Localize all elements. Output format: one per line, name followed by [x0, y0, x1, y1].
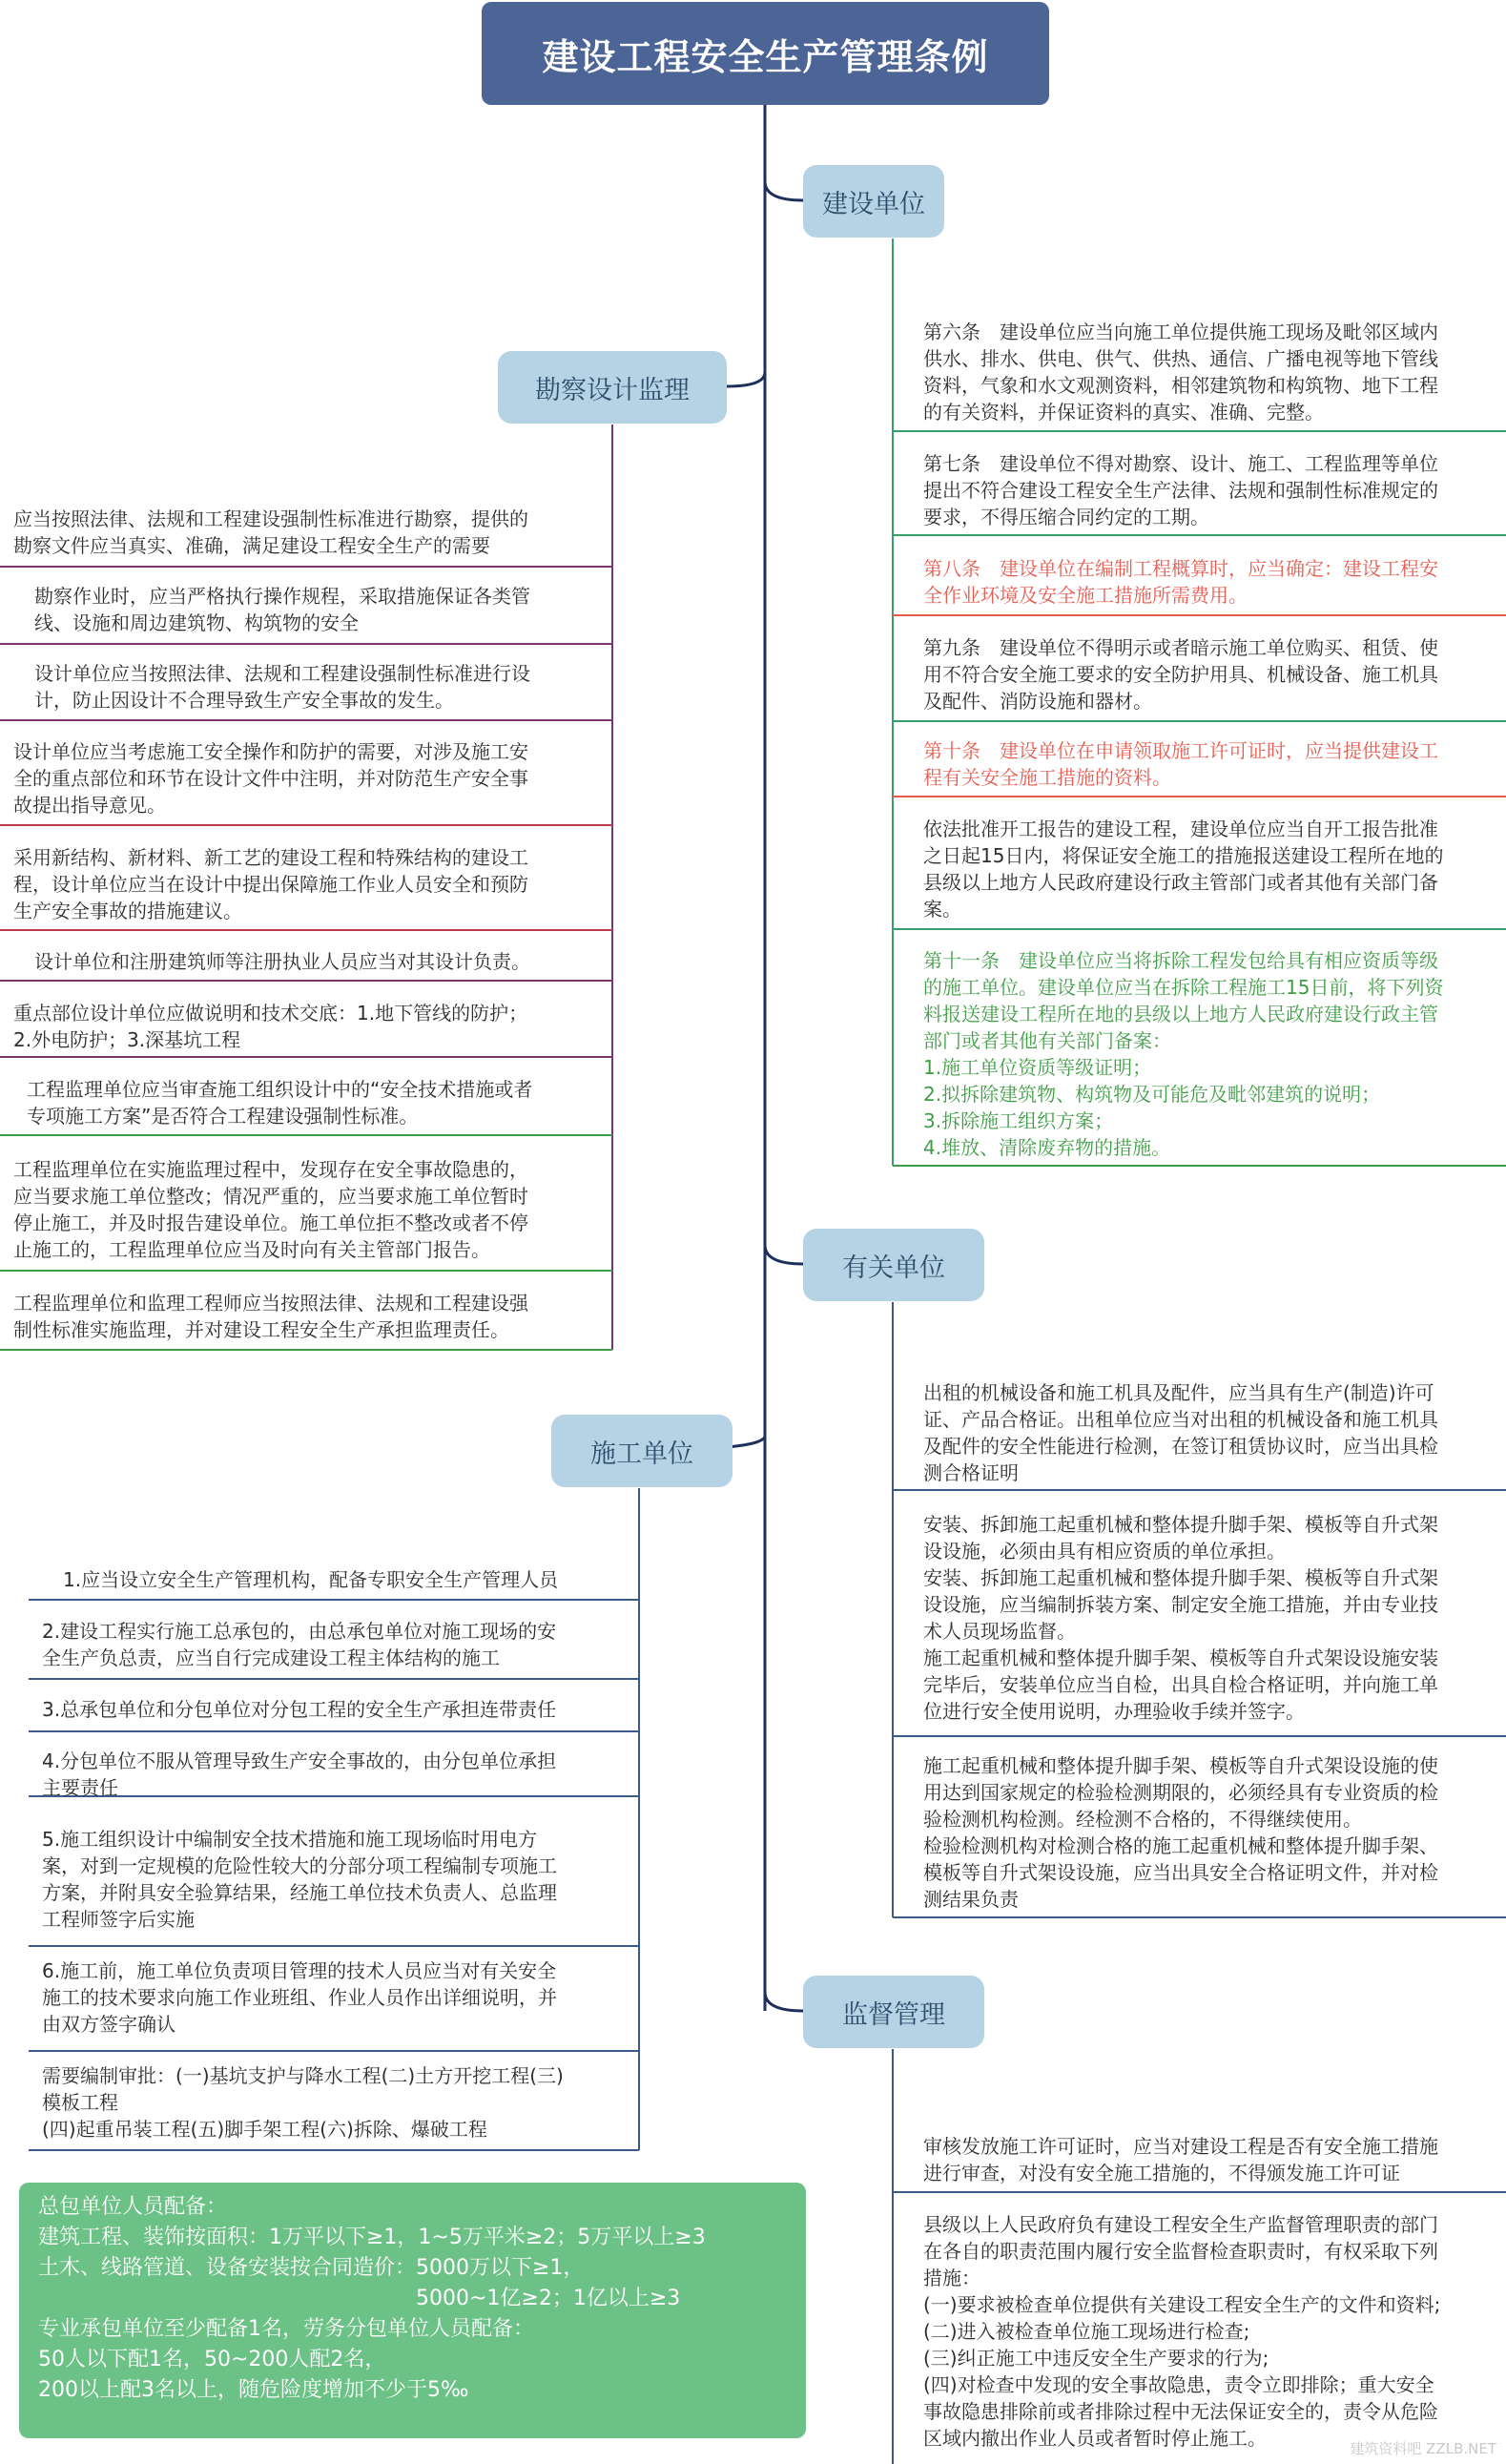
- construction-item-9: 第九条 建设单位不得明示或者暗示施工单位购买、租赁、使 用不符合安全施工要求的安全防护用具、机械设备、施工机具 及配件、消防设施和器材。: [923, 636, 1438, 713]
- mindmap-root-title: 建设工程安全生产管理条例: [482, 2, 1049, 105]
- contractor-item: 需要编制审批：(一)基坑支护与降水工程(二)土方开挖工程(三) 模板工程 (四)起重吊装工程(五)脚手架工程(六)拆除、爆破工程: [42, 2064, 564, 2141]
- survey-item: 设计单位应当按照法律、法规和工程建设强制性标准进行设 计，防止因设计不合理导致生产安全事故的发生。: [34, 662, 530, 712]
- section-related-units[interactable]: 有关单位: [803, 1229, 984, 1301]
- contractor-item: 4.分包单位不服从管理导致生产安全事故的，由分包单位承担 主要责任: [42, 1750, 557, 1799]
- contractor-item: 3.总承包单位和分包单位对分包工程的安全生产承担连带责任: [42, 1698, 557, 1721]
- contractor-item: 1.应当设立安全生产管理机构，配备专职安全生产管理人员: [63, 1568, 559, 1591]
- section-construction-unit[interactable]: 建设单位: [803, 165, 944, 238]
- construction-item-start-report: 依法批准开工报告的建设工程，建设单位应当自开工报告批准 之日起15日内，将保证安全施工的措施报送建设工程所在地的 县级以上地方人民政府建设行政主管部门或者其他有关部门备 案。: [923, 818, 1444, 921]
- construction-item-10: 第十条 建设单位在申请领取施工许可证时，应当提供建设工 程有关安全施工措施的资料。: [923, 739, 1438, 789]
- section-contractor[interactable]: 施工单位: [551, 1415, 732, 1487]
- supervision-item: 审核发放施工许可证时，应当对建设工程是否有安全施工措施 进行审查，对没有安全施工措施的，不得颁发施工许可证: [923, 2135, 1438, 2184]
- survey-item: 工程监理单位应当审查施工组织设计中的“安全技术措施或者 专项施工方案”是否符合工程建设强制性标准。: [27, 1078, 533, 1128]
- survey-item: 工程监理单位和监理工程师应当按照法律、法规和工程建设强 制性标准实施监理，并对建设工程安全生产承担监理责任。: [13, 1292, 528, 1341]
- survey-item: 勘察作业时，应当严格执行操作规程，采取措施保证各类管 线、设施和周边建筑物、构筑物的安全: [34, 585, 530, 634]
- contractor-item: 2.建设工程实行施工总承包的，由总承包单位对施工现场的安 全生产负总责，应当自行完成建设工程主体结构的施工: [42, 1620, 557, 1669]
- survey-item: 重点部位设计单位应做说明和技术交底：1.地下管线的防护； 2.外电防护；3.深基坑工程: [13, 1002, 528, 1051]
- related-item: 安装、拆卸施工起重机械和整体提升脚手架、模板等自升式架 设设施，必须由具有相应资质的单位承担。 安装、拆卸施工起重机械和整体提升脚手架、模板等自升式架 设设施，应当编制拆装方案、制定安全施工措施，并由专业技 术人员现场监督。 施工起重机械和整体提升脚手架、模板等自升式架设设施安装 完毕后，安装单位应当自检，出具自检合格证明，并向施工单 位进行安全使用说明，办理验收手续并签字。: [923, 1513, 1438, 1723]
- construction-item-8: 第八条 建设单位在编制工程概算时，应当确定：建设工程安 全作业环境及安全施工措施所需费用。: [923, 557, 1438, 607]
- survey-item: 设计单位应当考虑施工安全操作和防护的需要，对涉及施工安 全的重点部位和环节在设计文件中注明，并对防范生产安全事 故提出指导意见。: [13, 740, 528, 817]
- survey-item: 工程监理单位在实施监理过程中，发现存在安全事故隐患的， 应当要求施工单位整改；情况严重的，应当要求施工单位暂时 停止施工，并及时报告建设单位。施工单位拒不整改或者不停 止施工的，工程监理单位应当及时向有关主管部门报告。: [13, 1158, 528, 1261]
- section-supervision-management[interactable]: 监督管理: [803, 1976, 984, 2048]
- survey-item: 应当按照法律、法规和工程建设强制性标准进行勘察，提供的 勘察文件应当真实、准确，满足建设工程安全生产的需要: [13, 507, 528, 557]
- related-item: 出租的机械设备和施工机具及配件，应当具有生产(制造)许可 证、产品合格证。出租单位应当对出租的机械设备和施工机具 及配件的安全性能进行检测，在签订租赁协议时，应当出具检 测合格证明: [923, 1381, 1438, 1484]
- construction-item-11: 第十一条 建设单位应当将拆除工程发包给具有相应资质等级 的施工单位。建设单位应当在拆除工程施工15日前，将下列资 料报送建设工程所在地的县级以上地方人民政府建设行政主管 部门或者其他有关部门备案： 1.施工单位资质等级证明； 2.拟拆除建筑物、构筑物及可能危及毗邻建筑的说明； 3.拆除施工组织方案； 4.堆放、清除废弃物的措施。: [923, 949, 1444, 1159]
- related-item: 施工起重机械和整体提升脚手架、模板等自升式架设设施的使 用达到国家规定的检验检测期限的，必须经具有专业资质的检 验检测机构检测。经检测不合格的，不得继续使用。 检验检测机构对检测合格的施工起重机械和整体提升脚手架、 模板等自升式架设设施，应当出具安全合格证明文件，并对检 测结果负责: [923, 1754, 1438, 1911]
- contractor-item: 6.施工前，施工单位负责项目管理的技术人员应当对有关安全 施工的技术要求向施工作业班组、作业人员作出详细说明，并 由双方签字确认: [42, 1959, 557, 2036]
- watermark-logo: 建筑资料吧 ZZLB.NET: [1350, 2440, 1496, 2457]
- section-survey-design-supervision[interactable]: 勘察设计监理: [498, 351, 727, 424]
- construction-item-7: 第七条 建设单位不得对勘察、设计、施工、工程监理等单位 提出不符合建设工程安全生产法律、法规和强制性标准规定的 要求，不得压缩合同约定的工期。: [923, 452, 1438, 528]
- survey-item: 采用新结构、新材料、新工艺的建设工程和特殊结构的建设工 程，设计单位应当在设计中提出保障施工作业人员安全和预防 生产安全事故的措施建议。: [13, 846, 528, 922]
- contractor-item: 5.施工组织设计中编制安全技术措施和施工现场临时用电方 案，对到一定规模的危险性较大的分部分项工程编制专项施工 方案，并附具安全验算结果，经施工单位技术负责人、总监理 工程师签字后实施: [42, 1828, 557, 1931]
- staffing-requirement-note: 总包单位人员配备： 建筑工程、装饰按面积：1万平以下≥1，1~5万平米≥2；5万平以上≥3 土木、线路管道、设备安装按合同造价：5000万以下≥1， 5000~1亿≥2；1亿以上≥3 专业承包单位至少配备1名，劳务分包单位人员配备： 50人以下配1名，50~200人配2名， 200以上配3名以上，随危险度增加不少于5‰: [19, 2183, 806, 2438]
- construction-item-6: 第六条 建设单位应当向施工单位提供施工现场及毗邻区域内 供水、排水、供电、供气、供热、通信、广播电视等地下管线 资料，气象和水文观测资料，相邻建筑物和构筑物、地下工程 的有关资料，并保证资料的真实、准确、完整。: [923, 321, 1438, 424]
- survey-item: 设计单位和注册建筑师等注册执业人员应当对其设计负责。: [34, 950, 530, 973]
- supervision-item: 县级以上人民政府负有建设工程安全生产监督管理职责的部门 在各自的职责范围内履行安全监督检查职责时，有权采取下列 措施： (一)要求被检查单位提供有关建设工程安全生产的文件和资料; (二)进入被检查单位施工现场进行检查; (三)纠正施工中违反安全生产要求的行为; (四)对检查中发现的安全事故隐患，责令立即排除；重大安全 事故隐患排除前或者排除过程中无法保证安全的，责令从危险 区域内撤出作业人员或者暂时停止施工。: [923, 2213, 1441, 2450]
